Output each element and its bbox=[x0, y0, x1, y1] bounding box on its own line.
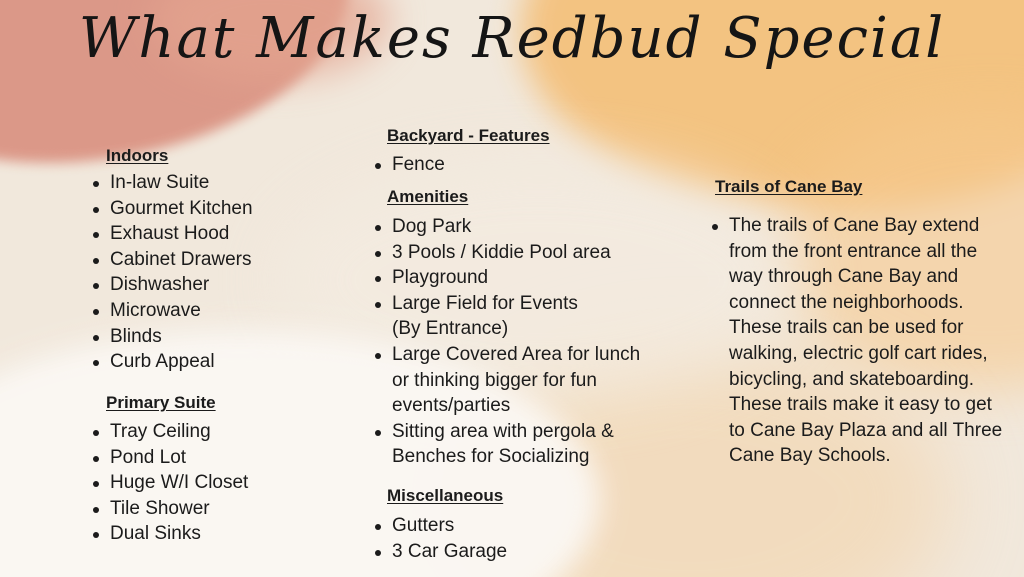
list-item: Pond Lot bbox=[90, 445, 248, 471]
amenities-heading: Amenities bbox=[387, 187, 469, 206]
indoors-section bbox=[90, 146, 253, 375]
trails-heading: Trails of Cane Bay bbox=[715, 177, 863, 196]
amenities-list bbox=[372, 214, 672, 470]
indoors-heading: Indoors bbox=[106, 146, 169, 165]
list-item: Tray Ceiling bbox=[90, 419, 248, 445]
list-item: Large Covered Area for lunch or thinking bigger for fun events/parties bbox=[372, 342, 662, 419]
page-title: What Makes Redbud Special bbox=[78, 6, 946, 71]
list-item: Tile Shower bbox=[90, 496, 248, 522]
list-item: Huge W/I Closet bbox=[90, 470, 248, 496]
list-item: Dual Sinks bbox=[90, 521, 248, 547]
backyard-section bbox=[372, 126, 550, 178]
backyard-heading: Backyard - Features bbox=[387, 126, 550, 145]
list-item: Sitting area with pergola & Benches for Socializing bbox=[372, 419, 637, 470]
list-item: Blinds bbox=[90, 324, 253, 350]
list-item: Large Field for Events (By Entrance) bbox=[372, 291, 582, 342]
list-item: 3 Pools / Kiddie Pool area bbox=[372, 240, 672, 266]
list-item: Dishwasher bbox=[90, 272, 253, 298]
miscellaneous-list bbox=[372, 513, 507, 564]
amenities-section bbox=[372, 187, 672, 470]
list-item: Microwave bbox=[90, 298, 253, 324]
primary-suite-list bbox=[90, 419, 248, 547]
list-item: Curb Appeal bbox=[90, 349, 253, 375]
list-item: Gutters bbox=[372, 513, 507, 539]
list-item: Playground bbox=[372, 265, 672, 291]
backyard-list bbox=[372, 152, 550, 178]
miscellaneous-section bbox=[372, 486, 507, 564]
list-item: The trails of Cane Bay extend from the front entrance all the way through Cane Bay and connect the neighborhoods. These trails can be used for walking, electric golf cart rides, bicycling, and skateboarding. These trails make it easy to get to Cane Bay Plaza and all Three Cane Bay Schools. bbox=[709, 213, 1004, 469]
list-item: 3 Car Garage bbox=[372, 539, 507, 565]
trails-section bbox=[709, 177, 1009, 469]
list-item: Cabinet Drawers bbox=[90, 247, 253, 273]
list-item: Gourmet Kitchen bbox=[90, 196, 253, 222]
list-item: In-law Suite bbox=[90, 170, 253, 196]
list-item: Fence bbox=[372, 152, 550, 178]
primary-suite-section bbox=[90, 393, 248, 547]
trails-list bbox=[709, 213, 1009, 469]
primary-suite-heading: Primary Suite bbox=[106, 393, 216, 412]
list-item: Exhaust Hood bbox=[90, 221, 253, 247]
miscellaneous-heading: Miscellaneous bbox=[387, 486, 504, 505]
indoors-list bbox=[90, 170, 253, 375]
list-item: Dog Park bbox=[372, 214, 672, 240]
